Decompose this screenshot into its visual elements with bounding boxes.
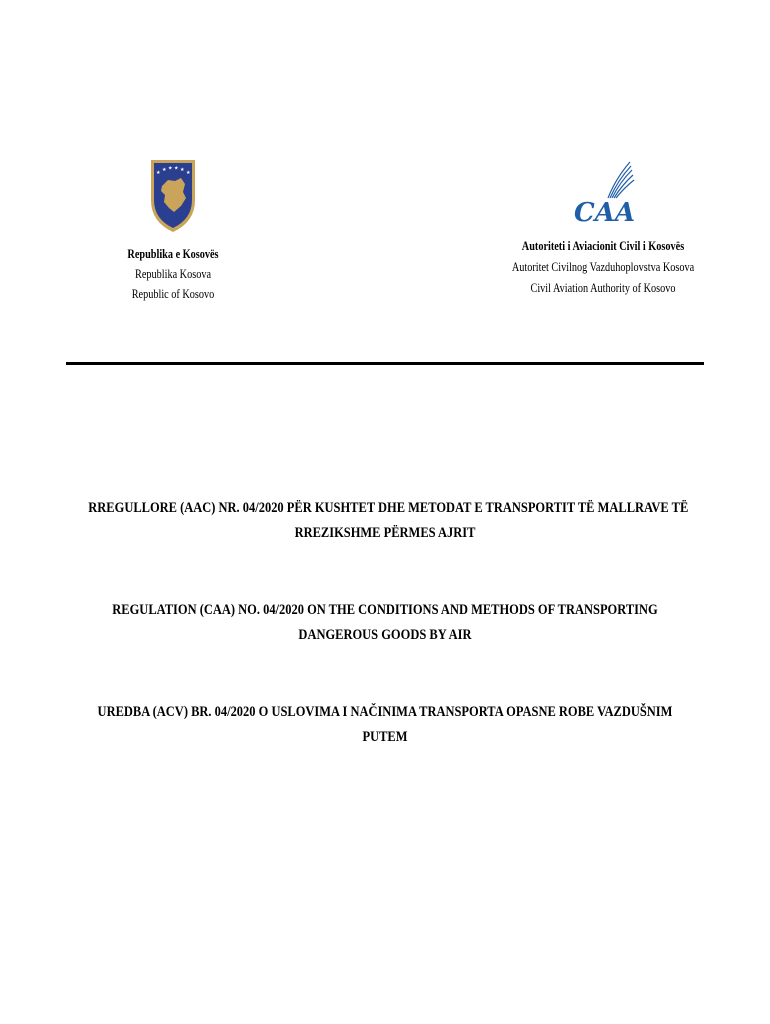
header-republic-of-kosovo — [88, 156, 258, 304]
authority-name-serbian: Autoritet Civilnog Vazduhoplovstva Kosova — [511, 260, 695, 274]
authority-name-english: Civil Aviation Authority of Kosovo — [530, 281, 676, 295]
regulation-title-albanian-line-1: RREGULLORE (AAC) NR. 04/2020 PËR KUSHTET DHE METODAT E TRANSPORTIT TË MALLRAVE TË — [88, 500, 689, 516]
caa-wing-logo-icon — [568, 158, 638, 226]
header-divider — [66, 362, 704, 365]
regulation-title-english — [40, 598, 730, 648]
regulation-title-serbian — [40, 700, 730, 750]
svg-text:★: ★ — [174, 165, 179, 172]
kosovo-coat-of-arms-icon — [148, 156, 198, 234]
regulation-title-albanian-line-2: RREZIKSHME PËRMES AJRIT — [294, 525, 476, 541]
header-civil-aviation-authority — [488, 158, 718, 299]
republic-name-english: Republic of Kosovo — [131, 287, 215, 301]
caa-logo-text: CAA — [574, 198, 636, 226]
republic-name-serbian: Republika Kosova — [134, 267, 212, 281]
svg-text:★: ★ — [162, 167, 167, 173]
svg-text:★: ★ — [186, 170, 191, 176]
authority-name-albanian: Autoriteti i Aviacionit Civil i Kosovës — [521, 239, 685, 253]
regulation-title-serbian-line-1: UREDBA (ACV) BR. 04/2020 O USLOVIMA I NAČINIMA TRANSPORTA OPASNE ROBE VAZDUŠNIM — [97, 704, 673, 720]
regulation-title-english-line-2: DANGEROUS GOODS BY AIR — [298, 627, 472, 643]
svg-text:★: ★ — [168, 165, 173, 172]
svg-text:★: ★ — [156, 170, 161, 176]
regulation-title-english-line-1: REGULATION (CAA) NO. 04/2020 ON THE CONDITIONS AND METHODS OF TRANSPORTING — [112, 602, 658, 618]
republic-name-albanian: Republika e Kosovës — [127, 247, 219, 261]
regulation-title-serbian-line-2: PUTEM — [362, 729, 408, 745]
svg-text:★: ★ — [180, 167, 185, 173]
regulation-title-albanian — [40, 496, 730, 546]
